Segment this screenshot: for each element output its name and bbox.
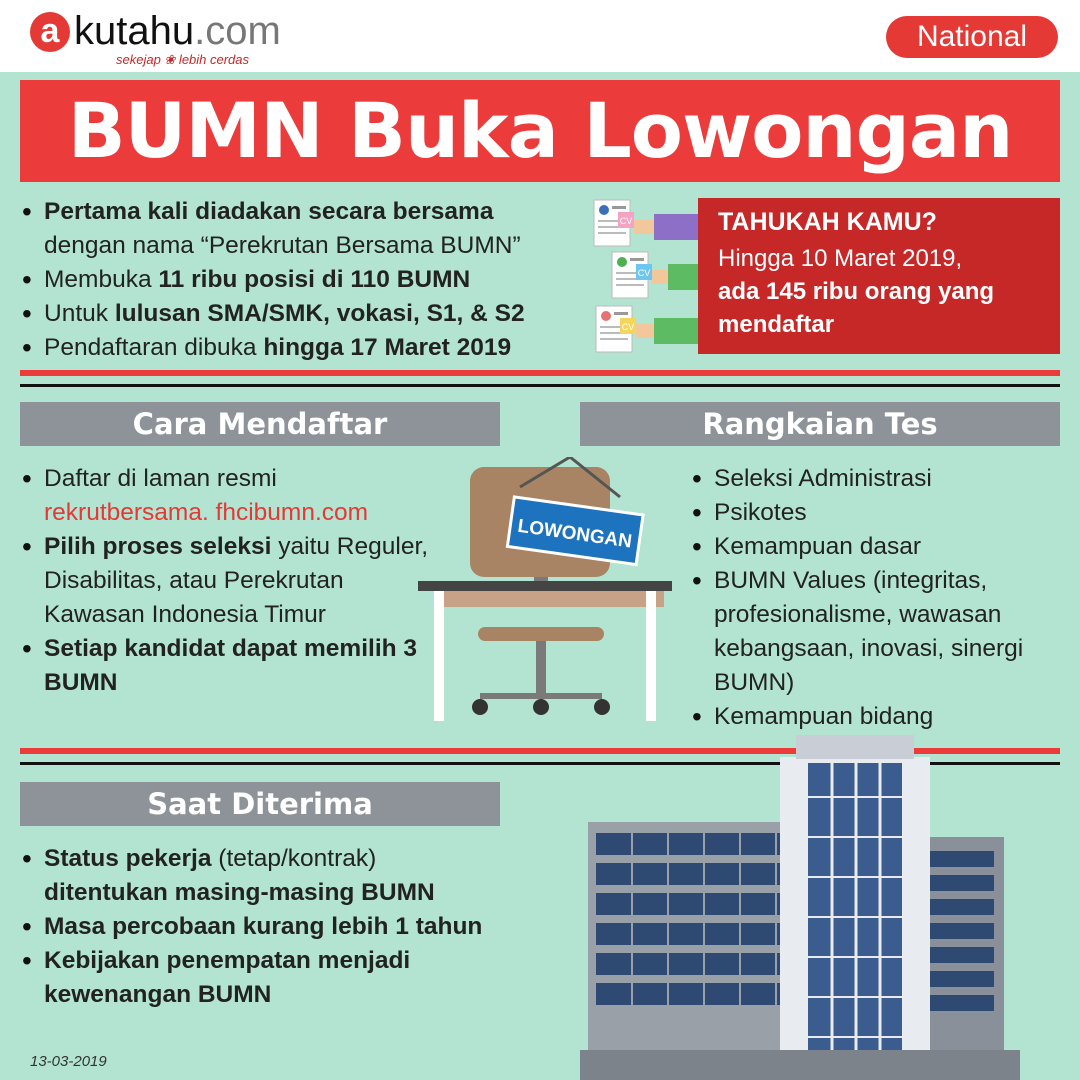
list-item xyxy=(22,842,492,910)
section-heading-when-accepted: Saat Diterima xyxy=(20,782,500,826)
list-item xyxy=(22,632,442,700)
list-item xyxy=(22,944,492,1012)
cv-document-icon xyxy=(594,200,700,246)
list-item xyxy=(22,331,582,365)
page-title: BUMN Buka Lowongan xyxy=(67,86,1013,175)
registration-link[interactable]: rekrutbersama. fhcibumn.com xyxy=(44,499,369,526)
test-stages-list xyxy=(692,462,1062,734)
cv-label: CV xyxy=(619,216,633,226)
list-item: • Kemampuan bidang xyxy=(692,700,1062,734)
bold-text: ditentukan masing-masing BUMN xyxy=(44,879,435,906)
cv-documents-illustration xyxy=(592,192,704,362)
category-badge[interactable]: National xyxy=(886,16,1058,58)
logo-tld: .com xyxy=(194,9,281,53)
title-banner xyxy=(20,80,1060,182)
desk-chair-illustration xyxy=(410,457,680,737)
list-item-text: yaitu Reguler, Disabilitas, atau Perekrutan Kawasan Indonesia Timur xyxy=(44,533,429,628)
list-item xyxy=(22,530,442,632)
how-to-apply-list xyxy=(22,462,442,700)
list-item-text: Daftar di laman resmi xyxy=(44,465,277,492)
list-item xyxy=(22,462,442,530)
list-item-text: Untuk xyxy=(44,300,115,327)
list-item-text: Pendaftaran dibuka xyxy=(44,334,264,361)
list-item-text: dengan nama “Perekrutan Bersama BUMN” xyxy=(44,232,521,259)
list-item: • BUMN Values (integritas, profesionalisme, wawasan kebangsaan, inovasi, sinergi BUMN) xyxy=(692,564,1062,700)
when-accepted-list xyxy=(22,842,492,1012)
did-you-know-date: Hingga 10 Maret 2019, xyxy=(718,245,963,272)
header-bar xyxy=(0,0,1080,72)
list-item xyxy=(22,910,492,944)
cv-document-icon xyxy=(612,252,700,298)
list-item xyxy=(22,297,582,331)
bold-text: Pertama kali diadakan secara bersama xyxy=(44,198,494,225)
divider xyxy=(20,370,1060,376)
section-heading-how-to-apply: Cara Mendaftar xyxy=(20,402,500,446)
bold-text: hingga 17 Maret 2019 xyxy=(263,334,512,361)
office-building-illustration xyxy=(580,727,1020,1080)
publish-date: 13-03-2019 xyxy=(30,1053,107,1070)
logo-brand-name: kutahu xyxy=(74,9,195,53)
did-you-know-stat: ada 145 ribu orang yang mendaftar xyxy=(718,278,995,338)
infographic-panel xyxy=(0,72,1080,1080)
list-item xyxy=(22,195,582,263)
building-icon xyxy=(580,735,1020,1080)
list-item: • Kemampuan dasar xyxy=(692,530,1062,564)
cv-label: CV xyxy=(637,268,651,278)
sign-label: LOWONGAN xyxy=(516,515,634,553)
bold-text: Masa percobaan kurang lebih 1 tahun xyxy=(44,913,483,940)
list-item-text: (tetap/kontrak) xyxy=(211,845,377,872)
did-you-know-box xyxy=(698,198,1060,354)
bold-text: Pilih proses seleksi xyxy=(44,533,272,560)
logo-wordmark xyxy=(74,8,281,54)
bold-text: 11 ribu posisi di 110 BUMN xyxy=(158,266,471,293)
list-item: • Seleksi Administrasi xyxy=(692,462,1062,496)
list-item-text: Membuka xyxy=(44,266,159,293)
intro-list xyxy=(22,195,582,365)
cv-document-icon xyxy=(596,306,700,352)
list-item xyxy=(22,263,582,297)
bold-text: Setiap kandidat dapat memilih 3 BUMN xyxy=(44,635,418,696)
cv-label: CV xyxy=(621,322,635,332)
bold-text: lulusan SMA/SMK, vokasi, S1, & S2 xyxy=(114,300,525,327)
bold-text: Kebijakan penempatan menjadi kewenangan BUMN xyxy=(44,947,411,1008)
list-item: • Psikotes xyxy=(692,496,1062,530)
section-heading-test-stages: Rangkaian Tes xyxy=(580,402,1060,446)
logo-mark: a xyxy=(30,12,70,52)
did-you-know-text xyxy=(718,242,1046,341)
did-you-know-heading: TAHUKAH KAMU? xyxy=(718,208,937,236)
divider xyxy=(20,384,1060,387)
bold-text: Status pekerja xyxy=(44,845,212,872)
logo-tagline: sekejap ❀ lebih cerdas xyxy=(116,52,250,67)
